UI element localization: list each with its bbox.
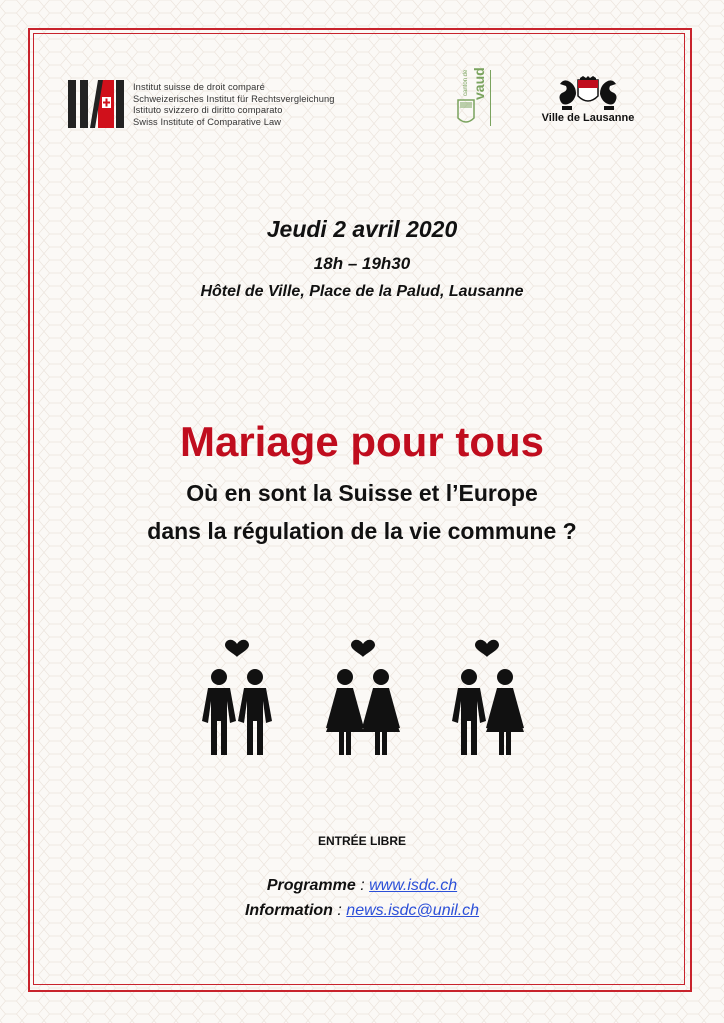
vaud-divider-line bbox=[490, 70, 491, 126]
event-time: 18h – 19h30 bbox=[313, 254, 411, 273]
vaud-logo-small-text: canton de bbox=[463, 69, 469, 96]
entry-free-label: ENTRÉE LIBRE bbox=[317, 834, 406, 848]
information-separator: : bbox=[332, 902, 347, 919]
isdc-institute-names bbox=[133, 82, 335, 128]
isdc-name-en: Swiss Institute of Comparative Law bbox=[133, 116, 282, 127]
event-subtitle-line2: dans la régulation de la vie commune ? bbox=[147, 518, 577, 544]
event-date: Jeudi 2 avril 2020 bbox=[266, 216, 458, 242]
canton-vaud-logo-icon bbox=[454, 66, 494, 132]
information-line bbox=[0, 902, 724, 920]
information-label: Information bbox=[244, 902, 333, 919]
couple-man-woman-icon bbox=[452, 640, 524, 755]
couple-men-icon bbox=[202, 640, 272, 755]
couples-illustration bbox=[188, 636, 536, 760]
couple-women-icon bbox=[326, 640, 400, 755]
lausanne-coat-of-arms-icon bbox=[556, 76, 620, 112]
isdc-name-fr: Institut suisse de droit comparé bbox=[133, 82, 265, 92]
isdc-name-de: Schweizerisches Institut für Rechtsvergleichung bbox=[133, 93, 335, 104]
event-place: Hôtel de Ville, Place de la Palud, Lausanne bbox=[200, 283, 524, 300]
programme-separator: : bbox=[355, 877, 370, 894]
information-email-link[interactable]: news.isdc@unil.ch bbox=[346, 902, 480, 919]
vaud-logo-text: vaud bbox=[471, 67, 487, 100]
lausanne-label: Ville de Lausanne bbox=[541, 112, 635, 124]
programme-link[interactable]: www.isdc.ch bbox=[369, 877, 458, 894]
isdc-logo-icon bbox=[68, 80, 126, 128]
isdc-name-it: Istituto svizzero di diritto comparato bbox=[133, 105, 283, 116]
event-title: Mariage pour tous bbox=[179, 418, 545, 465]
programme-label: Programme bbox=[266, 877, 356, 894]
event-subtitle-line1: Où en sont la Suisse et l’Europe bbox=[186, 480, 538, 506]
programme-line bbox=[0, 877, 724, 895]
